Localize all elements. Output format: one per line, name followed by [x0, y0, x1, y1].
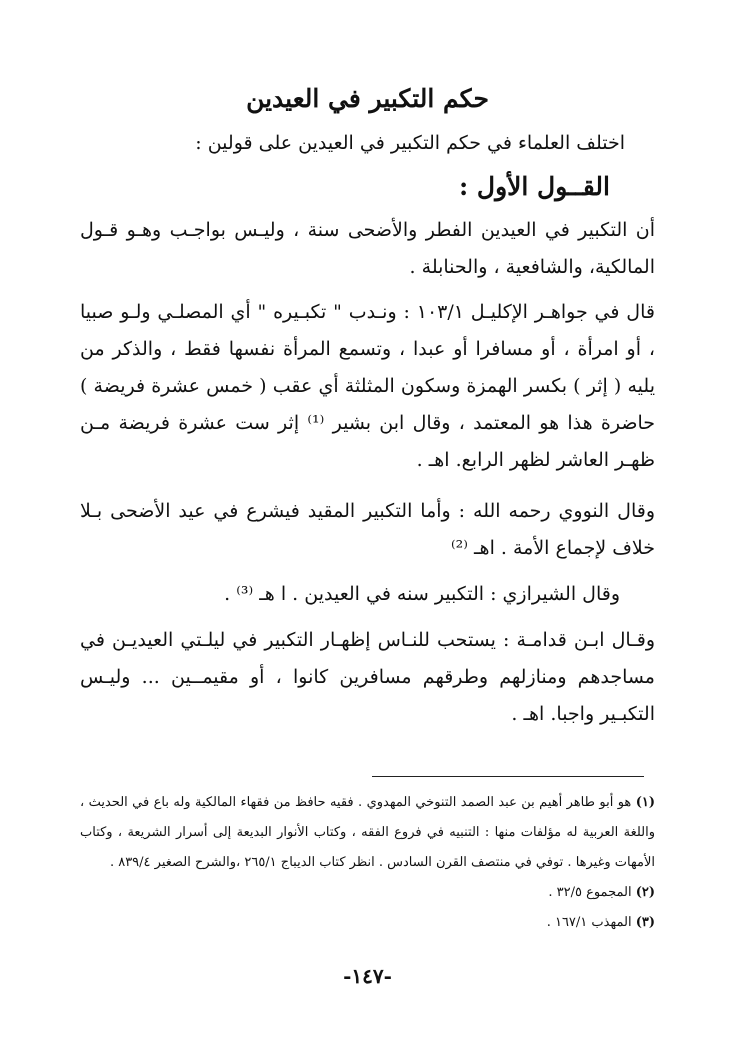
footnote-number: (٣) [635, 915, 655, 930]
page-title: حكم التكبير في العيدين [246, 84, 489, 113]
footnote-number: (١) [635, 795, 655, 810]
footnote-text: المهذب ١٦٧/١ . [546, 915, 632, 930]
page-number: -١٤٧- [343, 964, 392, 988]
paragraph-1: أن التكبير في العيدين الفطر والأضحى سنة ، وليـس بواجـب وهـو قـول المالكية، والشافعية ، والحنابلة . [80, 219, 655, 278]
intro-line: اختلف العلماء في حكم التكبير في العيدين على قولين : [195, 132, 625, 154]
paragraph-3: وقال النووي رحمه الله : وأما التكبير المقيد فيشرع في عيد الأضحى بـلا خلاف لإجماع الأمة . اهـ ⁽²⁾ [80, 500, 655, 559]
paragraph-4: وقال الشيرازي : التكبير سنه في العيدين . ا هـ ⁽³⁾ . [224, 583, 620, 605]
paragraph-5: وقـال ابـن قدامـة : يستحب للنـاس إظهـار التكبير في ليلـتي العيديـن في مساجدهم ومنازلهم وطرقهم مسافرين كانوا ، أو مقيمــين ... وليـس التكبـير واجبا. اهـ . [80, 629, 655, 725]
footnote-item [80, 788, 655, 878]
footnote-divider [372, 776, 644, 777]
footnote-text: المجموع ٣٢/٥ . [548, 885, 632, 900]
footnote-number: (٢) [635, 885, 655, 900]
footnotes-list [80, 788, 655, 938]
footnote-item [80, 878, 655, 908]
footnote-item [80, 908, 655, 938]
footnote-text: هو أبو طاهر أهيم بن عبد الصمد التنوخي المهدوي . فقيه حافظ من فقهاء المالكية وله باع في الحديث ، واللغة العربية له مؤلفات منها : التنبيه في فروع الفقه ، وكتاب الأنوار البديعة إلى أسرار الشريعة ، وكتاب الأمهات وغيرها . توفي في منتصف القرن السادس . انظر كتاب الديباج ٢٦٥/١ ،والشرح الصغير ٨٣٩/٤ . [80, 795, 655, 870]
section-heading: القــول الأول : [458, 172, 610, 201]
paragraph-2: قال في جواهـر الإكليـل ١٠٣/١ : ونـدب " تكبـيره " أي المصلـي ولـو صبيا ، أو امرأة ، أو مسافرا أو عبدا ، وتسمع المرأة نفسها فقط ، والذكر من يليه ( إثر ) بكسر الهمزة وسكون المثلثة أي عقب ( خمس عشرة فريضة ) حاضرة هذا هو المعتمد ، وقال ابن بشير ⁽¹⁾ إثر ست عشرة فريضة مـن ظهـر العاشر لظهر الرابع. اهـ . [80, 301, 655, 471]
